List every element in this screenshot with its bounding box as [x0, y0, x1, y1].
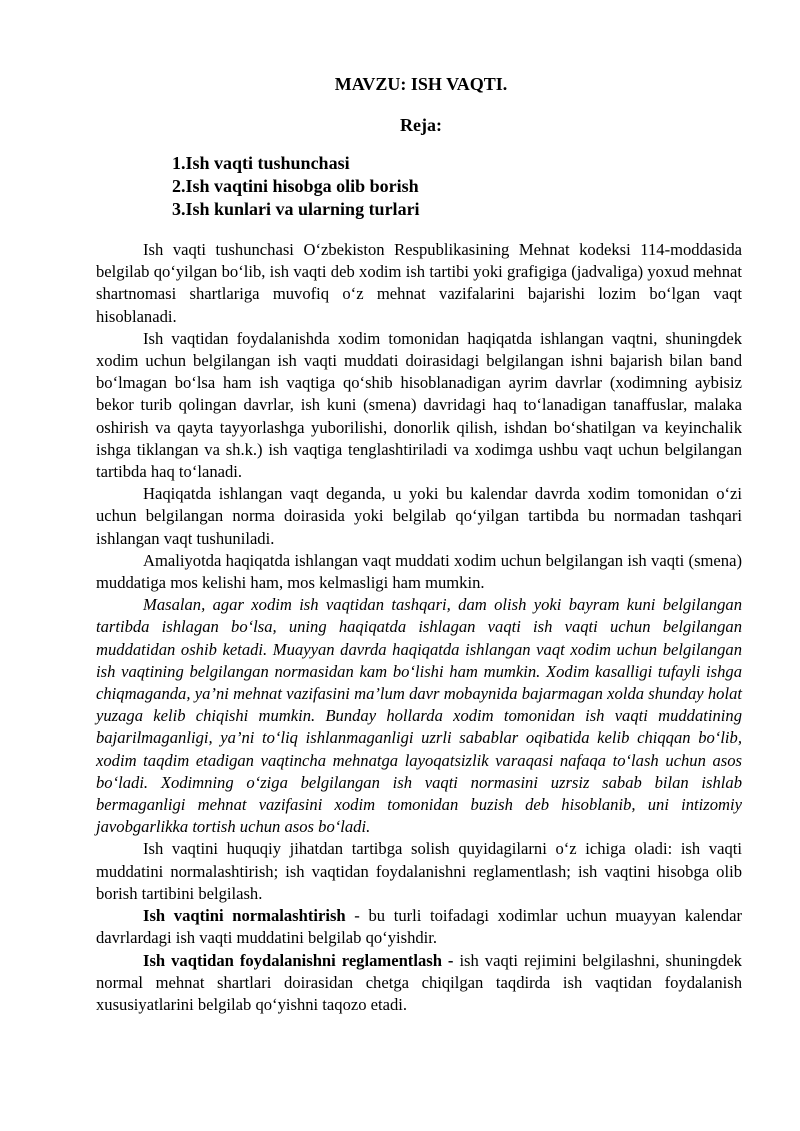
plan-item: 3.Ish kunlari va ularning turlari [172, 199, 420, 219]
plan-list [172, 152, 420, 221]
paragraph: Haqiqatda ishlangan vaqt deganda, u yoki bu kalendar davrda xodim tomonidan o‘zi uchun belgilangan norma doirasida yoki belgilab qo‘yilgan tartibda bu normadan tashqari ishlangan vaqt tushuniladi. [96, 484, 742, 548]
document-title: MAVZU: ISH VAQTI. [334, 74, 508, 94]
definition-text: - bu turli toifadagi xodimlar uchun muayyan kalendar davrlardagi ish vaqti muddatini belgilab qo‘yishdir. [96, 906, 742, 948]
paragraph: Ish vaqtidan foydalanishda xodim tomonidan haqiqatda ishlangan vaqtni, shuningdek xodim uchun belgilangan ish vaqti muddati doirasidagi belgilangan ishni bajarish bilan band bo‘lmagan bo‘lsa ham ish vaqtiga qo‘shib hisoblanadigan ayrim davrlar (xodimning aybisiz bekor turib qolingan davrlar, ish kuni (smena) davridagi haq to‘lanadigan tanaffuslar, malaka oshirish va qayta tayyorlashga yuborilishi, donorlik qilish, ishdan bo‘shatilgan va keyinchalik ishga tiklangan va sh.k.) ish vaqtiga tenglashtiriladi va xodimga ushbu vaqt uchun belgilangan tartibda haq to‘lanadi. [96, 328, 742, 482]
definition-term: Ish vaqtini normalashtirish [143, 906, 346, 926]
paragraph: Amaliyotda haqiqatda ishlangan vaqt muddati xodim uchun belgilangan ish vaqti (smena) muddatiga mos kelishi ham, mos kelmasligi ham mumkin. [96, 550, 742, 593]
plan-item: 1.Ish vaqti tushunchasi [172, 153, 350, 173]
definition-text: ish vaqti rejimini belgilashni, shuningdek normal mehnat shartlari doirasidan chetga chiqilgan taqdirda ish vaqtidan foydalanish xususiyatlarini belgilab qo‘yishni taqozo etadi. [96, 950, 742, 1014]
example-paragraph: Masalan, agar xodim ish vaqtidan tashqari, dam olish yoki bayram kuni belgilangan tartibda ishlagan bo‘lsa, uning haqiqatda ishlagan vaqti ish vaqti uchun belgilangan muddatidan oshib ketadi. Muayyan davrda haqiqatda ishlangan vaqt xodim uchun belgilangan ish vaqtining belgilangan normasidan kam bo‘lishi ham mumkin. Xodim kasalligi tufayli ishga chiqmaganda, ya’ni mehnat vazifasini ma’lum davr mobaynida bajarmagan xolda shunday holat yuzaga kelib chiqishi mumkin. Bunday hollarda xodim tomonidan ish vaqti muddatining bajarilmaganligi, ya’ni to‘liq ishlanmaganligi uzrli sabablar oqibatida kelib chiqqan bo‘lib, xodim taqdim etadigan vaqtincha mehnatga layoqatsizlik varaqasi nafaqa to‘lash uchun asos bo‘ladi. Xodimning o‘ziga belgilangan ish vaqti normasini uzrsiz sabab bilan ishlab bermaganligi mehnat vazifasini xodim tomonidan buzish deb hisoblanib, uni intizomiy javobgarlikka tortish uchun asos bo‘ladi. [96, 595, 742, 837]
paragraph: Ish vaqti tushunchasi O‘zbekiston Respublikasining Mehnat kodeksi 114-moddasida belgilab qo‘yilgan bo‘lib, ish vaqti deb xodim ish tartibi yoki grafigiga (jadvaliga) yoxud mehnat shartnomasi shartlariga muvofiq o‘z mehnat vazifalarini bajarishi lozim bo‘lgan vaqt hisoblanadi. [96, 240, 742, 326]
document-body [96, 239, 742, 1016]
plan-item: 2.Ish vaqtini hisobga olib borish [172, 176, 419, 196]
definition-paragraph [96, 905, 742, 949]
definition-paragraph [96, 950, 742, 1017]
plan-heading: Reja: [400, 115, 442, 135]
definition-term: Ish vaqtidan foydalanishni reglamentlash - [143, 950, 454, 970]
paragraph: Ish vaqtini huquqiy jihatdan tartibga solish quyidagilarni o‘z ichiga oladi: ish vaqti muddatini normalashtirish; ish vaqtidan foydalanishni reglamentlash; ish vaqtini hisobga olib borish tartibini belgilash. [96, 839, 742, 903]
